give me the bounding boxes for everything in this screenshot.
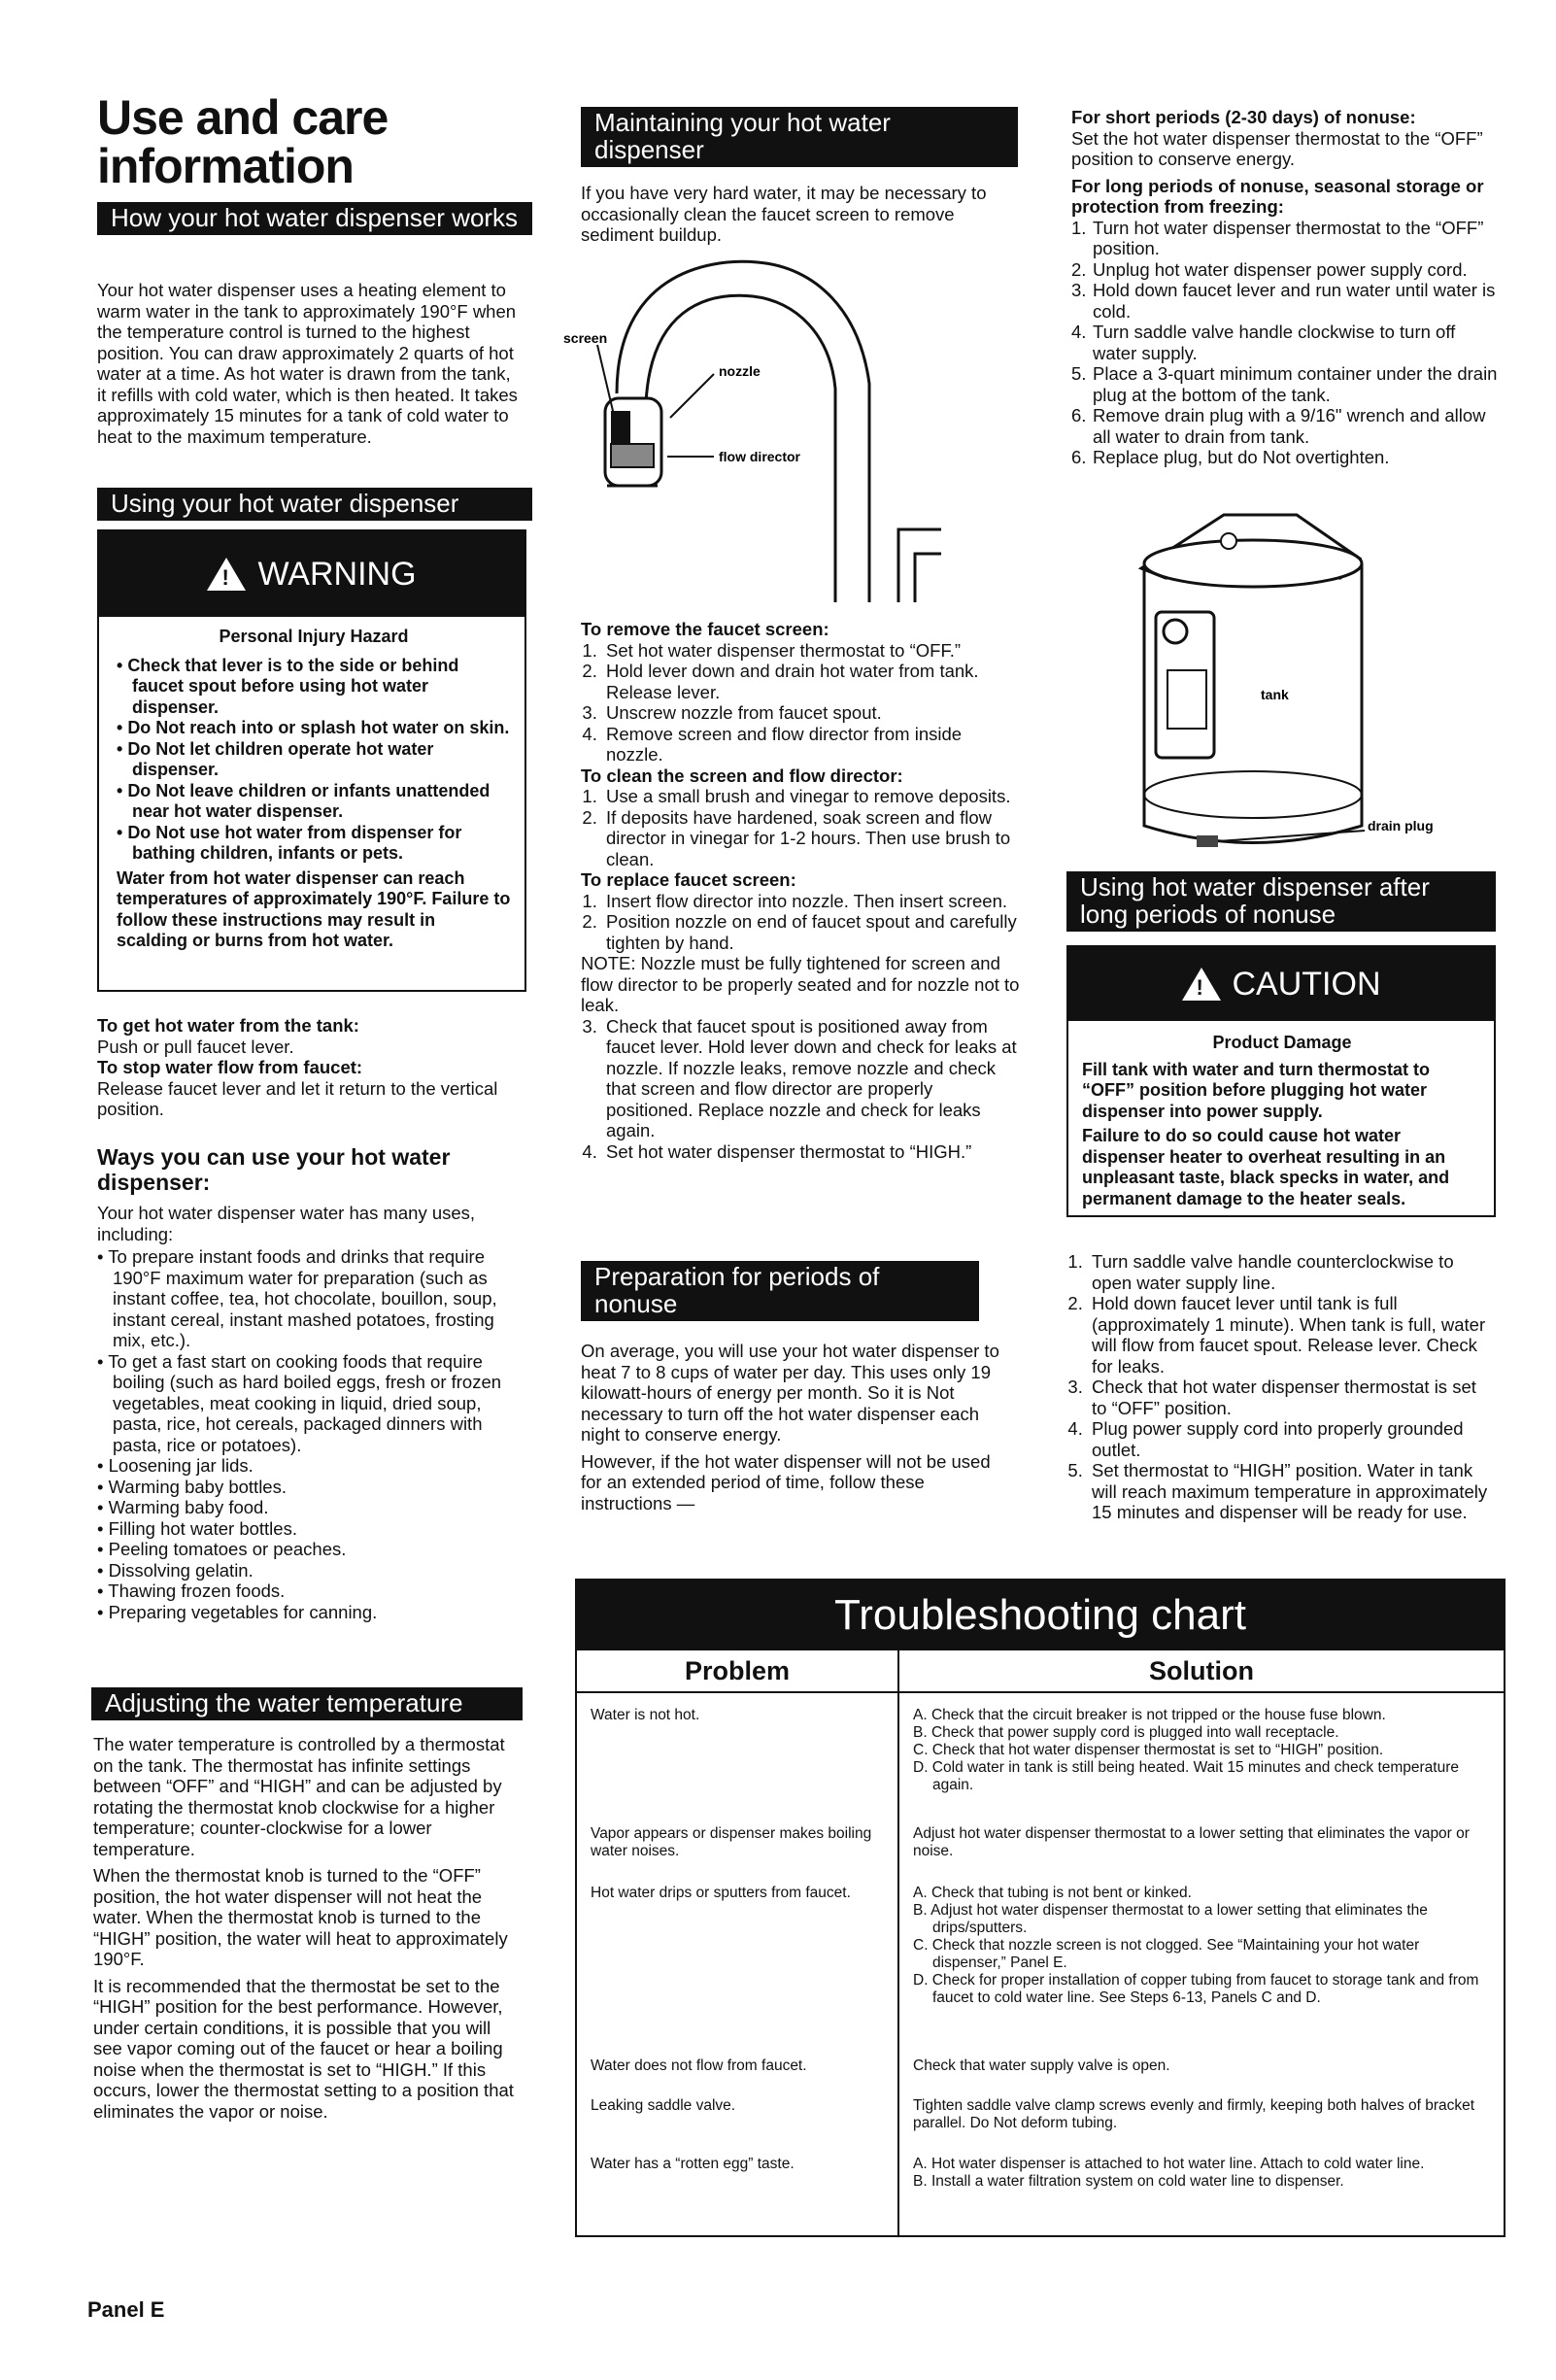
- caution-box: [1066, 945, 1496, 1217]
- caution-text: Fill tank with water and turn thermostat to “OFF” position before plugging hot water dispenser into power supply.: [1082, 1059, 1431, 1121]
- preparation-text: On average, you will use your hot water dispenser to heat 7 to 8 cups of water per day. This uses only 19 kilowatt-hours of energy per month. So it is Not necessary to turn off the hot water dispenser each night to conserve energy.: [581, 1341, 999, 1445]
- flow-director-label: flow director: [719, 449, 801, 464]
- warning-item: • Do Not let children operate hot water dispenser.: [117, 739, 511, 781]
- warning-item: • Do Not reach into or splash hot water on skin.: [117, 718, 511, 739]
- screen-label: screen: [563, 330, 608, 346]
- preparation-text: However, if the hot water dispenser will not be used for an extended period of time, follow these instructions —: [581, 1450, 991, 1513]
- stop-water-text: Release faucet lever and let it return to the vertical position.: [97, 1077, 498, 1119]
- adjusting-text: The water temperature is controlled by a thermostat on the tank. The thermostat has infinite settings between “OFF” and “HIGH” and can be adjusted by rotating the thermostat knob clockwise for a higher temperature; counter-clockwise for a lower temperature.: [93, 1734, 505, 1859]
- warning-list: [117, 656, 511, 865]
- problem-cell: Leaking saddle valve.: [591, 2097, 736, 2114]
- troubleshooting-title: Troubleshooting chart: [577, 1581, 1504, 1650]
- ways-item: • Thawing frozen foods.: [97, 1581, 529, 1602]
- get-water-text: Push or pull faucet lever.: [97, 1036, 294, 1057]
- caution-text: Failure to do so could cause hot water dispenser heater to overheat resulting in an unpleasant taste, black specks in water, and permanent damage to the heater seals.: [1082, 1126, 1450, 1208]
- section-heading-adjusting: Adjusting the water temperature: [91, 1687, 523, 1720]
- remove-screen-label: To remove the faucet screen:: [581, 619, 829, 639]
- problem-column-header: Problem: [684, 1656, 791, 1685]
- clean-screen-label: To clean the screen and flow director:: [581, 765, 903, 786]
- step-item: 2. Hold down faucet lever until tank is full (approximately 1 minute). When tank is full, water will flow from faucet spout. Release lever. Check for leaks.: [1088, 1293, 1496, 1377]
- ways-item: • To prepare instant foods and drinks that require 190°F maximum water for preparation (such as instant coffee, tea, hot chocolate, bouillon, soup, instant cereal, instant mashed potatoes, frosting mix, etc.).: [97, 1246, 529, 1351]
- section-heading-preparation: Preparation for periods of nonuse: [581, 1261, 979, 1321]
- step-item: 3. Hold down faucet lever and run water until water is cold.: [1071, 280, 1496, 322]
- caution-header: [1068, 947, 1494, 1021]
- problem-cell: Water is not hot.: [591, 1707, 700, 1723]
- warning-subtitle: Personal Injury Hazard: [219, 627, 409, 646]
- troubleshooting-chart: [575, 1579, 1505, 2237]
- solution-cell: Tighten saddle valve clamp screws evenly and firmly, keeping both halves of bracket parallel. Do Not deform tubing.: [913, 2097, 1475, 2131]
- step-item: 2. Hold lever down and drain hot water from tank. Release lever.: [602, 661, 1020, 702]
- clean-steps: [581, 786, 1020, 869]
- warning-box: [97, 529, 526, 992]
- ways-item: • Filling hot water bottles.: [97, 1518, 529, 1540]
- replace-steps-a: [581, 891, 1020, 954]
- tank-label: tank: [1261, 687, 1289, 702]
- step-item: 3. Check that faucet spout is positioned away from faucet lever. Hold lever down and check for leaks at nozzle. If nozzle leaks, remove nozzle and check that screen and flow director are properly positioned. Replace nozzle and check for leaks again.: [602, 1016, 1020, 1141]
- ways-item: • Warming baby bottles.: [97, 1477, 529, 1498]
- warning-triangle-icon: !: [207, 558, 246, 591]
- step-item: 6. Replace plug, but do Not overtighten.: [1071, 447, 1390, 467]
- problem-cell: Hot water drips or sputters from faucet.: [591, 1885, 851, 1901]
- step-item: 4. Set hot water dispenser thermostat to “HIGH.”: [602, 1141, 1020, 1163]
- tank-diagram: [1117, 510, 1496, 860]
- step-item: 1. Turn hot water dispenser thermostat to the “OFF” position.: [1071, 217, 1484, 258]
- panel-label: Panel E: [87, 2297, 165, 2322]
- section-heading-using: Using your hot water dispenser: [97, 488, 532, 521]
- short-periods-text: Set the hot water dispenser thermostat to the “OFF” position to conserve energy.: [1071, 127, 1483, 169]
- how-works-text: Your hot water dispenser uses a heating element to warm water in the tank to approximately 190°F when the temperature control is turned to the highest position. You can draw approximately 2 quarts of hot water at a time. As hot water is drawn from the tank, it refills with cold water, which is then heated. It takes approximately 15 minutes for a tank of cold water to heat to the maximum temperature.: [97, 280, 518, 447]
- problem-cell: Water does not flow from faucet.: [591, 2057, 807, 2074]
- warning-footer: Water from hot water dispenser can reach temperatures of approximately 190°F. Failure to follow these instructions may result in scalding or burns from hot water.: [117, 867, 511, 950]
- ways-item: • Preparing vegetables for canning.: [97, 1602, 529, 1623]
- step-item: 1. Insert flow director into nozzle. Then insert screen.: [602, 891, 1020, 912]
- ways-item: • Peeling tomatoes or peaches.: [97, 1539, 529, 1560]
- step-item: 2. Position nozzle on end of faucet spout and carefully tighten by hand.: [602, 911, 1020, 953]
- ways-heading: Ways you can use your hot water dispenser:: [97, 1144, 451, 1195]
- caution-triangle-icon: !: [1182, 968, 1221, 1001]
- ways-item: • To get a fast start on cooking foods that require boiling (such as hard boiled eggs, fresh or frozen vegetables, meat cooking in liquid, dried soup, pasta, rice, hot cereals, packaged dinners with pasta, rice or potatoes).: [97, 1351, 529, 1456]
- long-periods-steps: [1071, 218, 1499, 468]
- maintaining-intro: If you have very hard water, it may be necessary to occasionally clean the faucet screen to remove sediment buildup.: [581, 183, 987, 245]
- nozzle-label: nozzle: [719, 363, 761, 379]
- step-item: 2. If deposits have hardened, soak screen and flow director in vinegar for 1-2 hours. Then use brush to clean.: [602, 807, 1020, 870]
- warning-label: WARNING: [257, 555, 417, 593]
- short-periods-label: For short periods (2-30 days) of nonuse:: [1071, 107, 1416, 127]
- step-item: 4. Remove screen and flow director from inside nozzle.: [602, 724, 1020, 765]
- warning-item: • Check that lever is to the side or behind faucet spout before using hot water dispenser.: [117, 656, 511, 719]
- section-heading-maintaining: Maintaining your hot water dispenser: [581, 107, 1018, 167]
- warning-item: • Do Not leave children or infants unattended near hot water dispenser.: [117, 781, 511, 823]
- step-item: 5. Set thermostat to “HIGH” position. Water in tank will reach maximum temperature in approximately 15 minutes and dispenser will be ready for use.: [1088, 1460, 1496, 1523]
- long-periods-label: For long periods of nonuse, seasonal storage or protection from freezing:: [1071, 175, 1484, 217]
- step-item: 1. Set hot water dispenser thermostat to “OFF.”: [602, 640, 1020, 662]
- ways-item: • Dissolving gelatin.: [97, 1560, 529, 1581]
- step-item: 6. Remove drain plug with a 9/16" wrench and allow all water to drain from tank.: [1071, 405, 1486, 447]
- step-item: 1. Use a small brush and vinegar to remove deposits.: [602, 786, 1020, 807]
- problem-cell: Vapor appears or dispenser makes boiling water noises.: [591, 1825, 872, 1859]
- section-heading-after-nonuse: Using hot water dispenser after long periods of nonuse: [1066, 871, 1496, 932]
- stop-water-label: To stop water flow from faucet:: [97, 1057, 363, 1077]
- adjusting-text: It is recommended that the thermostat be set to the “HIGH” position for the best performance. However, under certain conditions, it is possible that you will see vapor coming out of the faucet or hear a boiling noise when the thermostat is set to “HIGH.” If this occurs, lower the thermostat setting to a position that eliminates the vapor or noise.: [93, 1975, 514, 2122]
- replace-screen-label: To replace faucet screen:: [581, 869, 796, 890]
- after-nonuse-steps: [1066, 1251, 1496, 1523]
- caution-label: CAUTION: [1232, 965, 1381, 1003]
- drain-plug-label: drain plug: [1368, 818, 1434, 833]
- ways-list: [97, 1246, 529, 1622]
- solution-cell: A. Check that tubing is not bent or kinked. B. Adjust hot water dispenser thermostat to a lower setting that eliminates the drips/sputters. C. Check that nozzle screen is not clogged. See “Maintaining your hot water dispenser,” Panel E. D. Check for proper installation of copper tubing from faucet to storage tank and from faucet to cold water line. See Steps 6-13, Panels C and D.: [913, 1885, 1479, 2006]
- problem-cell: Water has a “rotten egg” taste.: [591, 2156, 795, 2172]
- step-item: 4. Turn saddle valve handle clockwise to turn off water supply.: [1071, 322, 1456, 363]
- warning-header: [99, 531, 524, 617]
- step-item: 3. Check that hot water dispenser thermostat is set to “OFF” position.: [1088, 1377, 1496, 1418]
- step-item: 5. Place a 3-quart minimum container under the drain plug at the bottom of the tank.: [1071, 363, 1498, 405]
- warning-item: • Do Not use hot water from dispenser for bathing children, infants or pets.: [117, 823, 511, 865]
- step-item: 3. Unscrew nozzle from faucet spout.: [602, 702, 1020, 724]
- step-item: 1. Turn saddle valve handle counterclockwise to open water supply line.: [1088, 1251, 1496, 1293]
- solution-cell: A. Hot water dispenser is attached to hot water line. Attach to cold water line. B. Install a water filtration system on cold water line to dispenser.: [913, 2156, 1425, 2190]
- caution-subtitle: Product Damage: [1212, 1033, 1352, 1052]
- step-item: 2. Unplug hot water dispenser power supply cord.: [1071, 258, 1468, 280]
- get-water-label: To get hot water from the tank:: [97, 1015, 359, 1036]
- ways-item: • Loosening jar lids.: [97, 1455, 529, 1477]
- solution-cell: A. Check that the circuit breaker is not tripped or the house fuse blown. B. Check that power supply cord is plugged into wall receptacle. C. Check that hot water dispenser thermostat is set to “HIGH” position. D. Cold water in tank is still being heated. Wait 15 minutes and check temperature again.: [913, 1707, 1460, 1793]
- remove-steps: [581, 640, 1020, 765]
- step-item: 4. Plug power supply cord into properly grounded outlet.: [1088, 1418, 1496, 1460]
- page-title: Use and care information: [97, 90, 389, 193]
- replace-steps-b: [581, 1016, 1020, 1163]
- ways-intro: Your hot water dispenser water has many uses, including:: [97, 1203, 476, 1244]
- faucet-diagram: [558, 257, 1020, 617]
- replace-note: NOTE: Nozzle must be fully tightened for screen and flow director to be properly seated and for nozzle not to leak.: [581, 953, 1020, 1015]
- solution-cell: Check that water supply valve is open.: [913, 2057, 1170, 2074]
- solution-column-header: Solution: [1149, 1656, 1254, 1685]
- section-heading-how-works: How your hot water dispenser works: [97, 202, 532, 235]
- ways-item: • Warming baby food.: [97, 1497, 529, 1518]
- adjusting-text: When the thermostat knob is turned to the “OFF” position, the hot water dispenser will not heat the water. When the thermostat knob is turned to the “HIGH” position, the water will heat to approximately 190°F.: [93, 1865, 508, 1969]
- solution-cell: Adjust hot water dispenser thermostat to a lower setting that eliminates the vapor or noise.: [913, 1825, 1470, 1859]
